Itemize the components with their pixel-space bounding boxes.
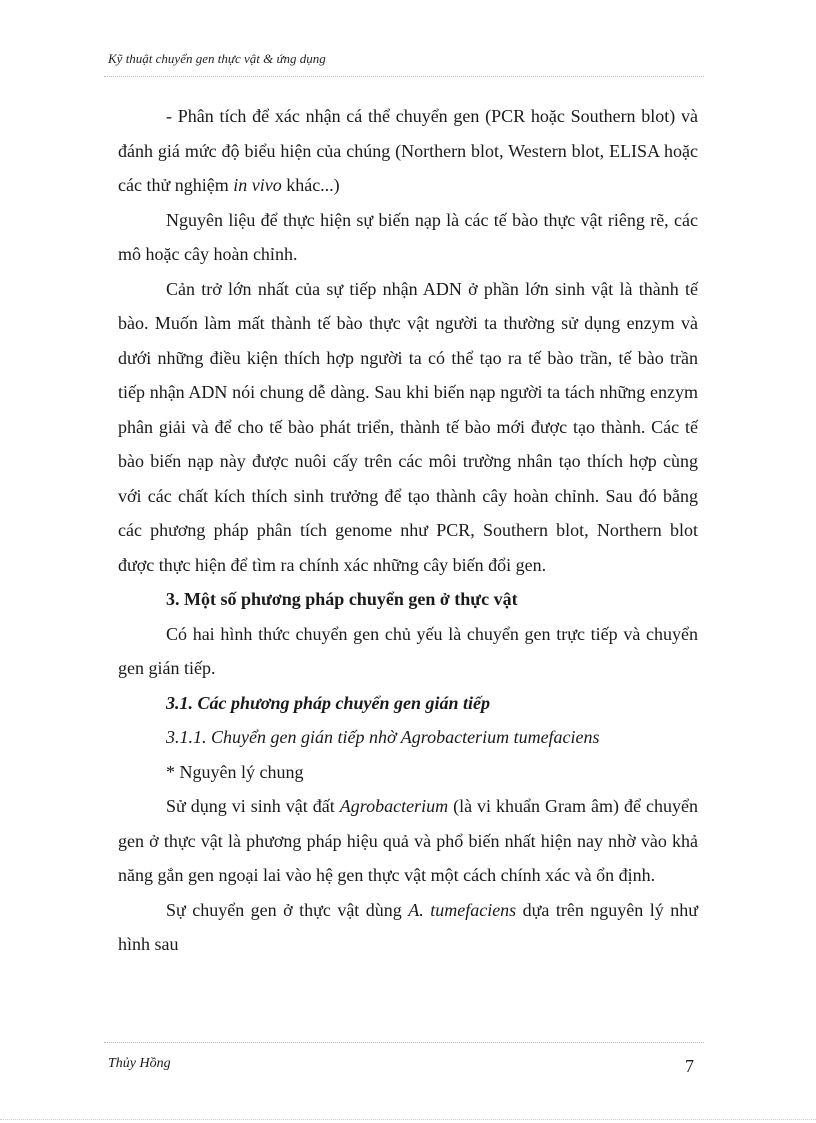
page-number: 7 [685,1056,694,1076]
paragraph-materials: Nguyên liệu để thực hiện sự biến nạp là các tế bào thực vật riêng rẽ, các mô hoặc cây hoàn chỉnh. [118,209,698,264]
emphasis-text: in vivo [233,175,282,195]
paragraph-dna-uptake: Cản trở lớn nhất của sự tiếp nhận ADN ở phần lớn sinh vật là thành tế bào. Muốn làm mất thành tế bào thực vật người ta thường sử dụng enzym và dưới những điều kiện thích hợp người ta có thể tạo ra tế bào trần, tế bào trần tiếp nhận ADN nói chung dễ dàng. Sau khi biến nạp người ta tách những enzym phân giải và để cho tế bào phát triển, thành tế bào mới được tạo thành. Các tế bào biến nạp này được nuôi cấy trên các môi trường nhân tạo thích hợp cùng với các chất kích thích sinh trưởng để tạo thành cây hoàn chỉnh. Sau đó bằng các phương pháp phân tích genome như PCR, Southern blot, Northern blot được thực hiện để tìm ra chính xác những cây biến đổi gen. [118,278,698,575]
footer-divider [104,1042,704,1043]
paragraph-text: Sự chuyển gen ở thực vật dùng [166,899,409,920]
running-header: Kỹ thuật chuyển gen thực vật & ứng dụng [108,51,326,66]
page-body [118,99,698,962]
header-divider [104,76,704,77]
section-heading-3-1-1: 3.1.1. Chuyển gen gián tiếp nhờ Agrobacterium tumefaciens [166,727,600,747]
paragraph-general-principle: * Nguyên lý chung [166,761,304,782]
paragraph-transfer-forms: Có hai hình thức chuyển gen chủ yếu là chuyển gen trực tiếp và chuyển gen gián tiếp. [118,623,698,678]
paragraph-text: (là vi khuẩn Gram âm) để chuyển gen ở thực vật là phương pháp hiệu quả và phổ biến nhất hiện nay nhờ vào khả năng gắn gen ngoại lai vào hệ gen thực vật một cách chính xác và ổn định. [118,796,698,885]
section-heading-3: 3. Một số phương pháp chuyển gen ở thực vật [166,589,518,609]
paragraph-agrobacterium [118,789,698,893]
page-edge-divider [0,1119,816,1120]
paragraph-text: dựa trên nguyên lý như hình sau [118,899,698,954]
paragraph-analysis [118,99,698,203]
emphasis-text: A. tumefaciens [408,899,517,920]
paragraph-text: - Phân tích để xác nhận cá thể chuyển gen (PCR hoặc Southern blot) và đánh giá mức độ biểu hiện của chúng (Northern blot, Western blot, ELISA hoặc các thử nghiệm [118,106,698,195]
paragraph-tumefaciens [118,893,698,962]
section-heading-3-1: 3.1. Các phương pháp chuyển gen gián tiếp [166,692,490,713]
paragraph-text: khác...) [281,175,340,195]
paragraph-text: Sử dụng vi sinh vật đất [166,796,340,816]
footer-author: Thủy Hồng [108,1056,171,1071]
emphasis-text: Agrobacterium [339,796,449,816]
